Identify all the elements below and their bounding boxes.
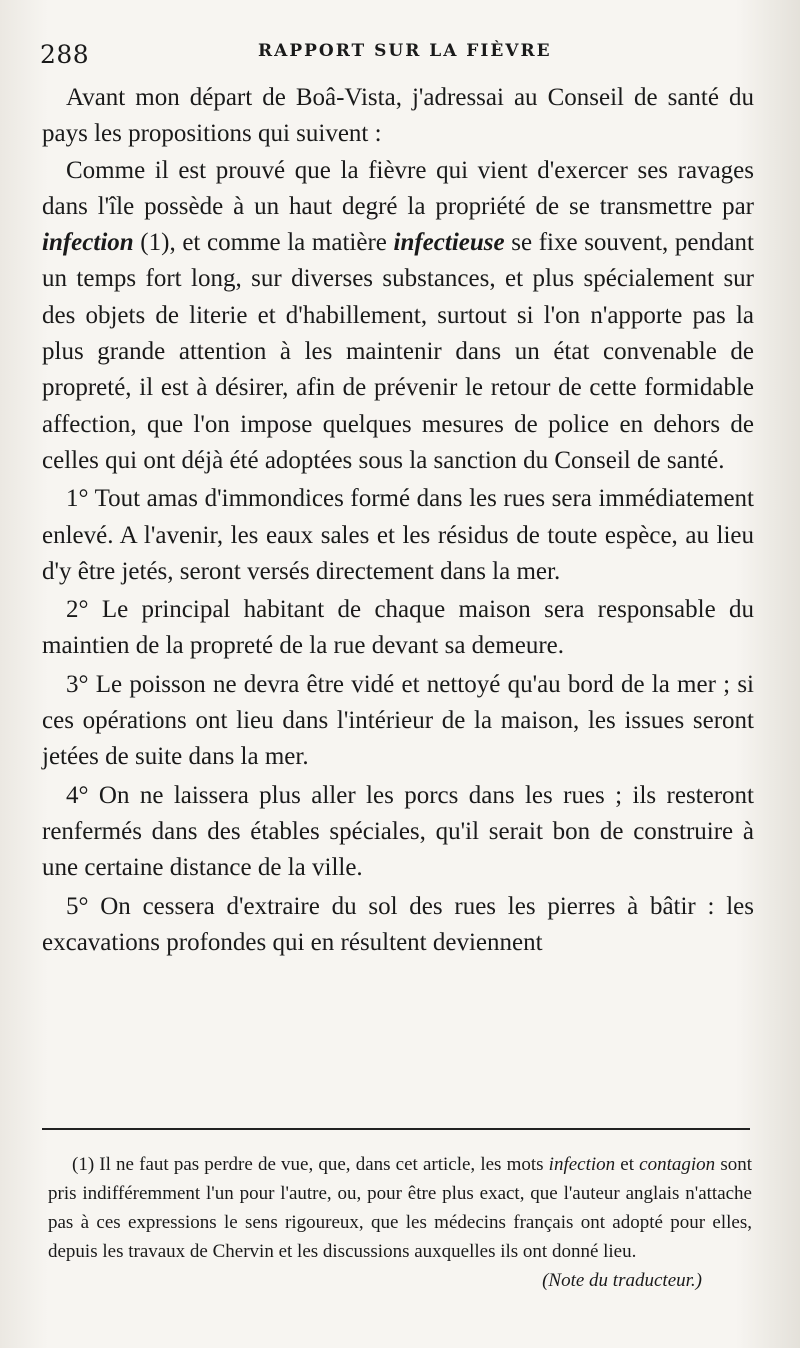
paragraph-intro: Avant mon départ de Boâ-Vista, j'adressai au Conseil de santé du pays les propositions qui suivent :: [42, 84, 754, 148]
proposal-text-end: se fixe souvent, pendant un temps fort long, sur diverses substances, et plus spécialement sur des objets de literie et d'habillement, surtout si l'on n'apporte pas la plus grande attention à les maintenir dans un état convenable de propreté, il est à désirer, afin de prévenir le retour de cette formidable affection, que l'on impose quelques mesures de police en dehors de celles qui ont déjà été adoptées sous la sanction du Conseil de santé.: [42, 229, 754, 474]
term-infection: infection: [42, 229, 134, 257]
measure-4: 4° On ne laissera plus aller les porcs dans les rues ; ils resteront renfermés dans des étables spéciales, qu'il serait bon de construire à une certaine distance de la ville.: [42, 781, 754, 882]
page-header: [40, 34, 760, 74]
footnote-text-end: sont pris indifféremment l'un pour l'autre, ou, pour être plus exact, que l'auteur anglais n'attache pas à ces expressions le sens rigoureux, que les médecins français ont adopté pour elles, depuis les travaux de Chervin et les discussions auxquelles ils ont donné lieu.: [48, 1154, 752, 1262]
footnote: [48, 1150, 752, 1295]
footnote-term-contagion: contagion: [639, 1154, 716, 1175]
footnote-term-infection: infection: [548, 1154, 616, 1175]
measure-5: 5° On cessera d'extraire du sol des rues les pierres à bâtir : les excavations profondes qui en résultent deviennent: [42, 892, 754, 956]
term-infectieuse: infectieuse: [393, 229, 505, 257]
footnote-text-and: et: [615, 1154, 640, 1175]
footnote-text-start: (1) Il ne faut pas perdre de vue, que, dans cet article, les mots: [72, 1154, 549, 1175]
paragraph-proposal: [42, 153, 754, 480]
measure-2: 2° Le principal habitant de chaque maison sera responsable du maintien de la propreté de la rue devant sa demeure.: [42, 596, 754, 660]
footnote-divider: [42, 1128, 750, 1130]
measure-1: 1° Tout amas d'immondices formé dans les rues sera immédiatement enlevé. A l'avenir, les eaux sales et les résidus de toute espèce, au lieu d'y être jetés, seront versés directement dans la mer.: [42, 485, 754, 585]
main-text: [42, 80, 754, 961]
running-head: RAPPORT SUR LA FIÈVRE: [258, 41, 552, 61]
footnote-attribution: (Note du traducteur.): [542, 1270, 702, 1291]
measure-3: 3° Le poisson ne devra être vidé et nettoyé qu'au bord de la mer ; si ces opérations ont lieu dans l'intérieur de la maison, les issues seront jetées de suite dans la mer.: [42, 670, 754, 771]
proposal-text-middle: (1), et comme la matière: [133, 229, 394, 257]
proposal-text-start: Comme il est prouvé que la fièvre qui vient d'exercer ses ravages dans l'île possède à un haut degré la propriété de se transmettre par: [42, 156, 754, 220]
page-number: 288: [40, 40, 90, 69]
footnote-text: [48, 1150, 752, 1291]
